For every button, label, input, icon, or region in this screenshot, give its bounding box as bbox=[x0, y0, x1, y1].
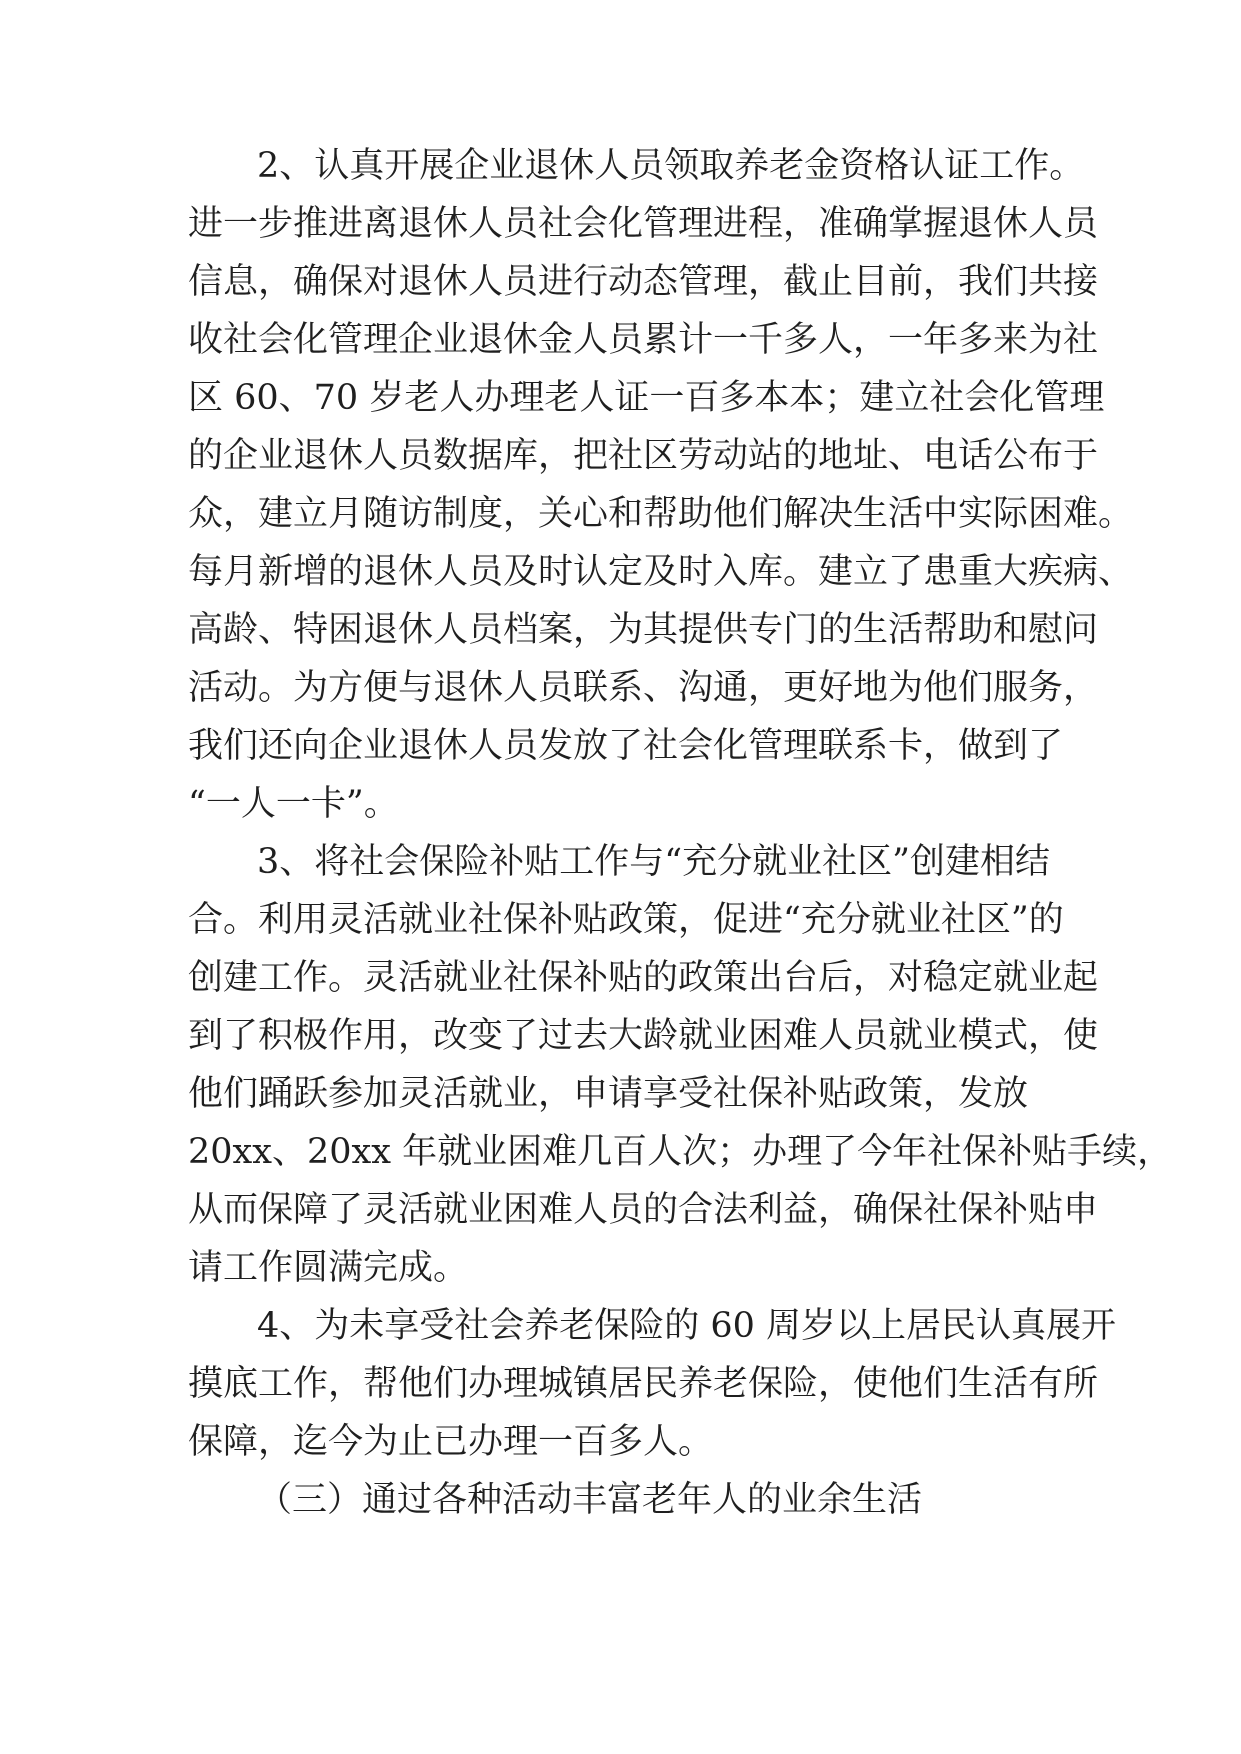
text-line: 活动。为方便与退休人员联系、沟通，更好地为他们服务， bbox=[188, 668, 1099, 708]
text-line: 摸底工作，帮他们办理城镇居民养老保险，使他们生活有所 bbox=[188, 1364, 1099, 1404]
text-line: 到了积极作用，改变了过去大龄就业困难人员就业模式，使 bbox=[188, 1016, 1099, 1056]
text-line: 从而保障了灵活就业困难人员的合法利益，确保社保补贴申 bbox=[188, 1190, 1099, 1230]
text-line: 我们还向企业退休人员发放了社会化管理联系卡，做到了 bbox=[188, 726, 1064, 766]
text-line: “一人一卡”。 bbox=[188, 784, 399, 824]
text-line: 保障，迄今为止已办理一百多人。 bbox=[188, 1422, 714, 1462]
text-line: 众，建立月随访制度，关心和帮助他们解决生活中实际困难。 bbox=[188, 494, 1134, 534]
text-line: 他们踊跃参加灵活就业，申请享受社保补贴政策，发放 bbox=[188, 1074, 1029, 1114]
text-line: 收社会化管理企业退休金人员累计一千多人，一年多来为社 bbox=[188, 320, 1099, 360]
text-line: 2、认真开展企业退休人员领取养老金资格认证工作。 bbox=[257, 146, 1085, 186]
text-line: 创建工作。灵活就业社保补贴的政策出台后，对稳定就业起 bbox=[188, 958, 1099, 998]
text-line: 3、将社会保险补贴工作与“充分就业社区”创建相结 bbox=[257, 842, 1051, 882]
text-line: 合。利用灵活就业社保补贴政策，促进“充分就业社区”的 bbox=[188, 900, 1064, 940]
text-line: 20xx、20xx 年就业困难几百人次；办理了今年社保补贴手续， bbox=[188, 1132, 1173, 1172]
text-line: 4、为未享受社会养老保险的 60 周岁以上居民认真展开 bbox=[257, 1306, 1117, 1346]
text-line: 区 60、70 岁老人办理老人证一百多本本；建立社会化管理 bbox=[188, 378, 1105, 418]
section-heading: （三）通过各种活动丰富老年人的业余生活 bbox=[257, 1480, 923, 1520]
text-line: 请工作圆满完成。 bbox=[188, 1248, 469, 1288]
text-line: 高龄、特困退休人员档案，为其提供专门的生活帮助和慰问 bbox=[188, 610, 1099, 650]
text-line: 信息，确保对退休人员进行动态管理，截止目前，我们共接 bbox=[188, 262, 1099, 302]
text-line: 的企业退休人员数据库，把社区劳动站的地址、电话公布于 bbox=[188, 436, 1099, 476]
text-line: 进一步推进离退休人员社会化管理进程，准确掌握退休人员 bbox=[188, 204, 1099, 244]
text-line: 每月新增的退休人员及时认定及时入库。建立了患重大疾病、 bbox=[188, 552, 1134, 592]
